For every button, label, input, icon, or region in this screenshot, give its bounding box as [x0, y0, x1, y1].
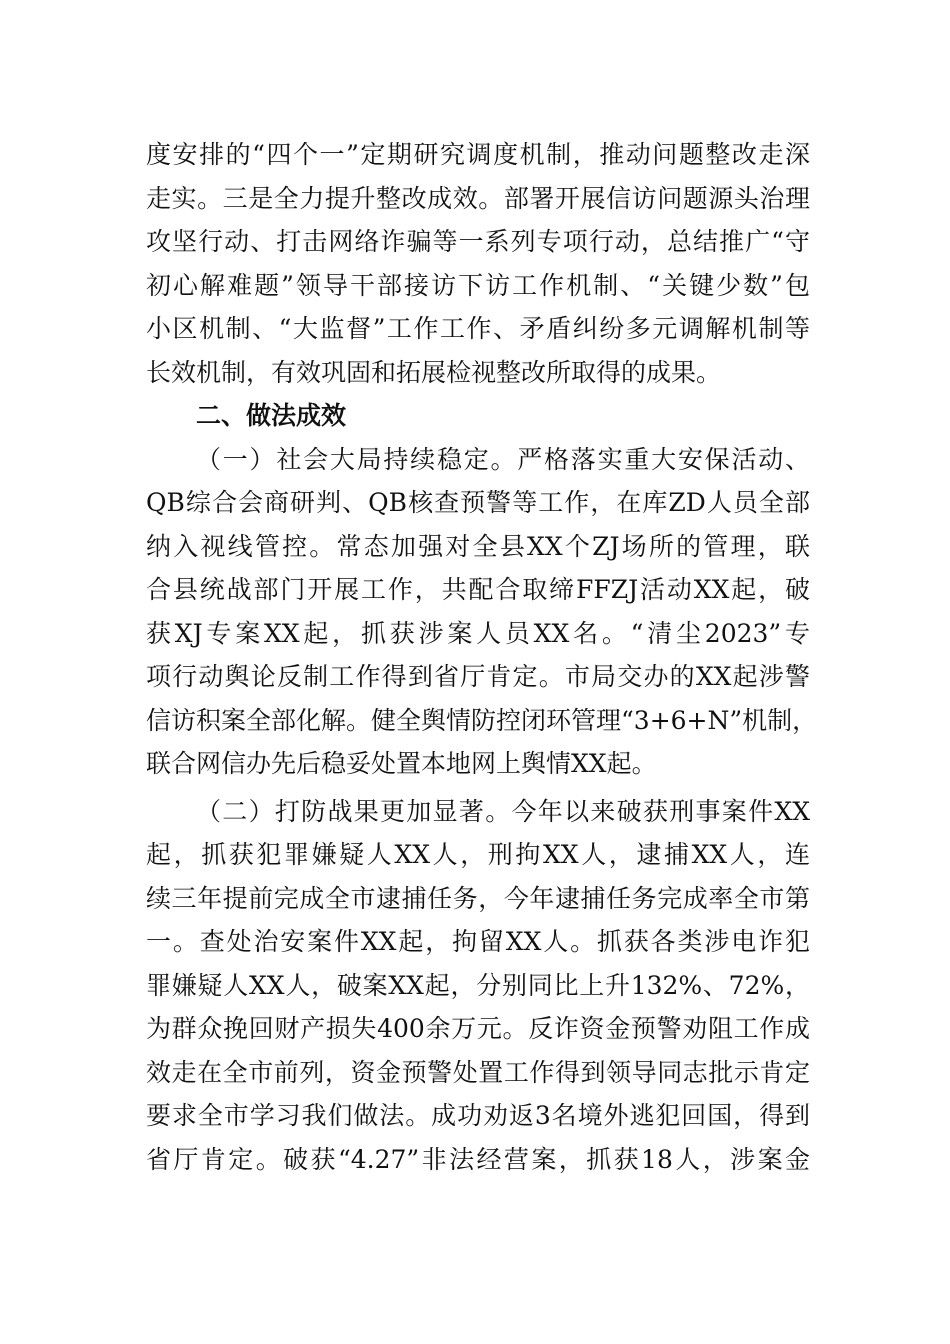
text-line: 续三年提前完成全市逮捕任务，今年逮捕任务完成率全市第: [146, 883, 810, 913]
text-line: 效走在全市前列，资金预警处置工作得到领导同志批示肯定: [146, 1057, 810, 1087]
text-line: 要求全市学习我们做法。成功劝返3名境外逃犯回国，得到: [146, 1101, 810, 1130]
text-line: 走实。三是全力提升整改成效。部署开展信访问题源头治理: [146, 183, 810, 213]
text-line: QB综合会商研判、QB核查预警等工作，在库ZD人员全部: [146, 488, 810, 517]
text-line: 起，抓获犯罪嫌疑人XX人，刑拘XX人，逮捕XX人，连: [146, 840, 810, 869]
text-line: （二）打防战果更加显著。今年以来破获刑事案件XX: [196, 796, 810, 826]
text-line: 合县统战部门开展工作，共配合取缔FFZJ活动XX起，破: [146, 575, 810, 604]
text-line: 攻坚行动、打击网络诈骗等一系列专项行动，总结推广“守: [146, 227, 810, 256]
text-line: 度安排的“四个一”定期研究调度机制，推动问题整改走深: [146, 140, 810, 169]
text-line: 信访积案全部化解。健全舆情防控闭环管理“3+6+N”机制，: [146, 705, 818, 735]
text-line: 为群众挽回财产损失400余万元。反诈资金预警劝阻工作成: [146, 1014, 810, 1043]
text-line: 初心解难题”领导干部接访下访工作机制、“关键少数”包: [146, 270, 810, 300]
text-line: 罪嫌疑人XX人，破案XX起，分别同比上升132%、72%，: [146, 970, 810, 1000]
paragraph-rectification: [146, 133, 810, 394]
text-line: 纳入视线管控。常态加强对全县XX个ZJ场所的管理，联: [146, 531, 810, 561]
text-line: 小区机制、“大监督”工作工作、矛盾纠纷多元调解机制等: [146, 314, 810, 343]
document-body: [146, 133, 818, 1181]
text-line: 联合网信办先后稳妥处置本地网上舆情XX起。: [146, 749, 657, 778]
text-line: 一。查处治安案件XX起，拘留XX人。抓获各类涉电诈犯: [146, 927, 810, 956]
text-line: （一）社会大局持续稳定。严格落实重大安保活动、: [196, 444, 810, 474]
paragraph-social-stability: [146, 438, 818, 786]
text-line: 获XJ专案XX起，抓获涉案人员XX名。“清尘2023”专: [146, 618, 810, 648]
section-heading: 二、做法成效: [196, 401, 347, 430]
text-line: 省厅肯定。破获“4.27”非法经营案，抓获18人，涉案金: [146, 1144, 810, 1174]
text-line: 项行动舆论反制工作得到省厅肯定。市局交办的XX起涉警: [146, 662, 810, 691]
text-line: 长效机制，有效巩固和拓展检视整改所取得的成果。: [146, 357, 722, 387]
paragraph-crime-fighting: [146, 790, 810, 1182]
